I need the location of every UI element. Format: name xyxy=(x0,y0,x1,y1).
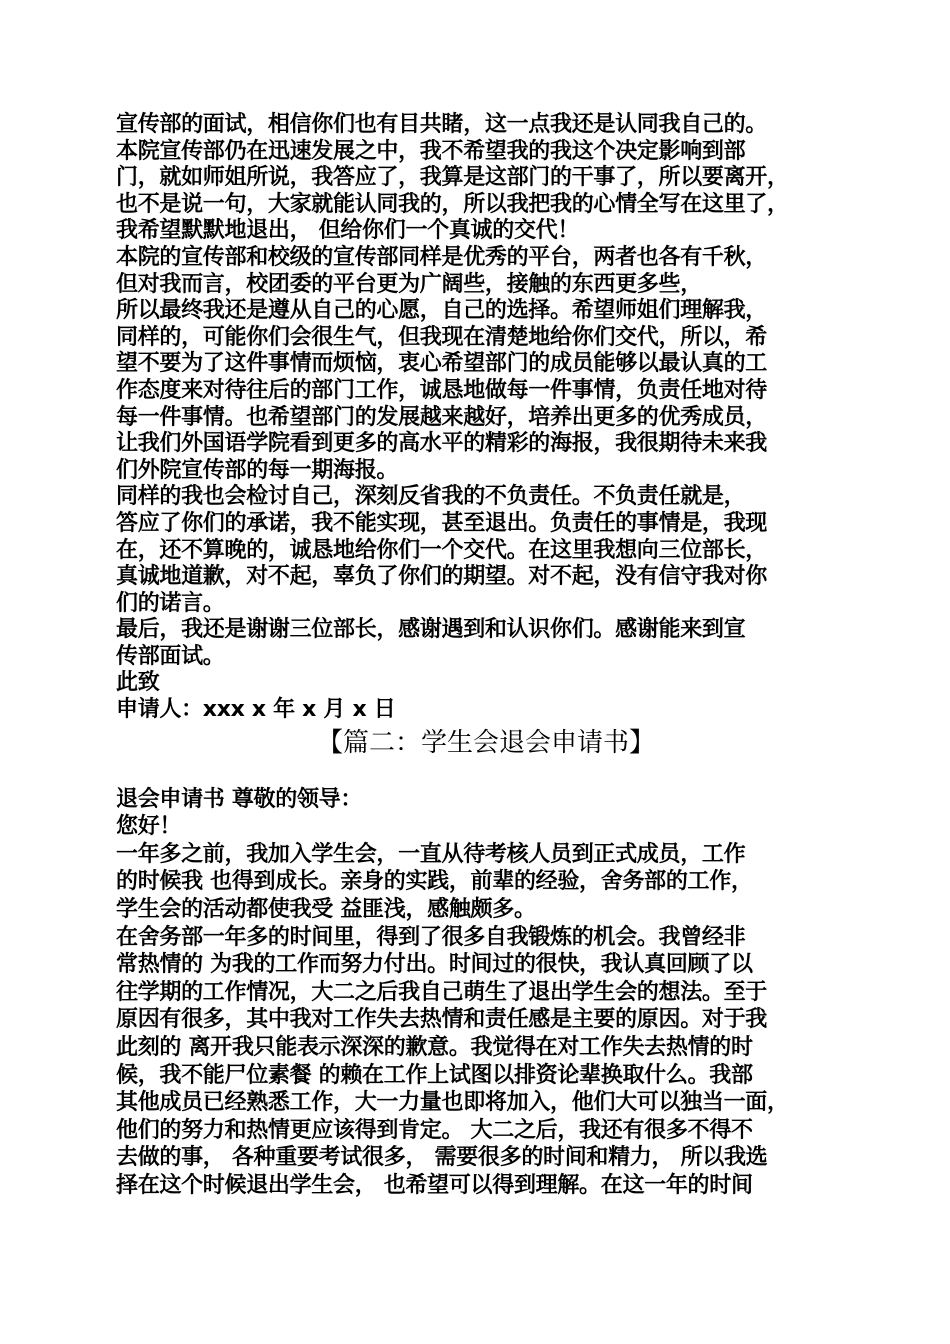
text-line: 但对我而言，校团委的平台更为广阔些，接触的东西更多些， xyxy=(116,271,702,297)
text-line: 候，我不能尸位素餐 的赖在工作上试图以排资论辈换取什么。我部 xyxy=(116,1062,753,1088)
text-line: 您好！ xyxy=(116,814,182,840)
text-line: 在舍务部一年多的时间里，得到了很多自我锻炼的机会。我曾经非 xyxy=(116,924,746,950)
text-line: 同样的我也会检讨自己，深刻反省我的不负责任。不负责任就是， xyxy=(116,484,746,510)
text-line: 的时候我 也得到成长。亲身的实践，前辈的经验，舍务部的工作， xyxy=(116,869,753,895)
text-line: 其他成员已经熟悉工作，大一力量也即将加入，他们大可以独当一面， xyxy=(116,1090,789,1116)
document-page xyxy=(116,112,856,1200)
text-line: 所以最终我还是遵从自己的心愿，自己的选择。希望师姐们理解我， xyxy=(116,298,768,324)
text-line: 本院宣传部仍在迅速发展之中，我不希望我的我这个决定影响到部 xyxy=(116,138,746,164)
text-line: 往学期的工作情况，大二之后我自己萌生了退出学生会的想法。至于 xyxy=(116,979,768,1005)
closing-salutation: 此致 xyxy=(116,670,160,696)
text-line: 传部面试。 xyxy=(116,643,225,669)
text-line: 一年多之前，我加入学生会，一直从待考核人员到正式成员，工作 xyxy=(116,841,746,867)
section-one xyxy=(116,112,856,724)
text-line: 同样的，可能你们会很生气，但我现在清楚地给你们交代，所以，希 xyxy=(116,324,768,350)
text-line: 此刻的 离开我只能表示深深的歉意。我觉得在对工作失去热情的时 xyxy=(116,1035,753,1060)
text-line: 我希望默默地退出， 但给你们一个真诚的交代！ xyxy=(116,218,580,244)
text-line: 答应了你们的承诺，我不能实现，甚至退出。负责任的事情是，我现 xyxy=(116,510,768,536)
text-line: 在，还不算晚的，诚恳地给你们一个交代。在这里我想向三位部长， xyxy=(116,537,768,563)
text-line: 也不是说一句，大家就能认同我的，所以我把我的心情全写在这里了， xyxy=(116,191,789,217)
section-two xyxy=(116,786,856,1200)
text-line: 望不要为了这件事情而烦恼，衷心希望部门的成员能够以最认真的工 xyxy=(116,351,768,377)
text-line: 本院的宣传部和校级的宣传部同样是优秀的平台，两者也各有千秋， xyxy=(116,244,768,270)
text-line: 作态度来对待往后的部门工作，诚恳地做每一件事情，负责任地对待 xyxy=(116,377,768,403)
text-line: 他们的努力和热情更应该得到肯定。 大二之后，我还有很多不得不 xyxy=(116,1117,753,1143)
text-line: 学生会的活动都使我受 益匪浅，感触颇多。 xyxy=(116,897,536,923)
text-line: 去做的事， 各种重要考试很多， 需要很多的时间和精力， 所以我选 xyxy=(116,1145,768,1171)
text-line: 们外院宣传部的每一期海报。 xyxy=(116,457,399,483)
text-line: 原因有很多，其中我对工作失去热情和责任感是主要的原因。对于我 xyxy=(116,1007,768,1033)
text-line: 择在这个时候退出学生会， 也希望可以得到理解。在这一年的时间 xyxy=(116,1172,753,1198)
text-line: 退会申请书 尊敬的领导： xyxy=(116,786,363,812)
text-line: 门，就如师姐所说，我答应了，我算是这部门的干事了，所以要离开， xyxy=(116,165,789,191)
text-line: 让我们外国语学院看到更多的高水平的精彩的海报，我很期待未来我 xyxy=(116,431,768,457)
text-line: 常热情的 为我的工作而努力付出。时间过的很快，我认真回顾了以 xyxy=(116,952,753,978)
text-line: 宣传部的面试，相信你们也有目共睹，这一点我还是认同我自己的。 xyxy=(116,112,768,137)
text-line: 们的诺言。 xyxy=(116,590,225,616)
applicant-signature-line: 申请人：xxx x 年 x 月 x 日 xyxy=(116,697,396,723)
text-line: 每一件事情。也希望部门的发展越来越好，培养出更多的优秀成员， xyxy=(116,404,768,430)
text-line: 最后，我还是谢谢三位部长，感谢遇到和认识你们。感谢能来到宣 xyxy=(116,617,746,643)
section-two-heading: 【篇二：学生会退会申请书】 xyxy=(316,727,655,758)
text-line: 真诚地道歉，对不起，辜负了你们的期望。对不起，没有信守我对你 xyxy=(116,564,768,590)
